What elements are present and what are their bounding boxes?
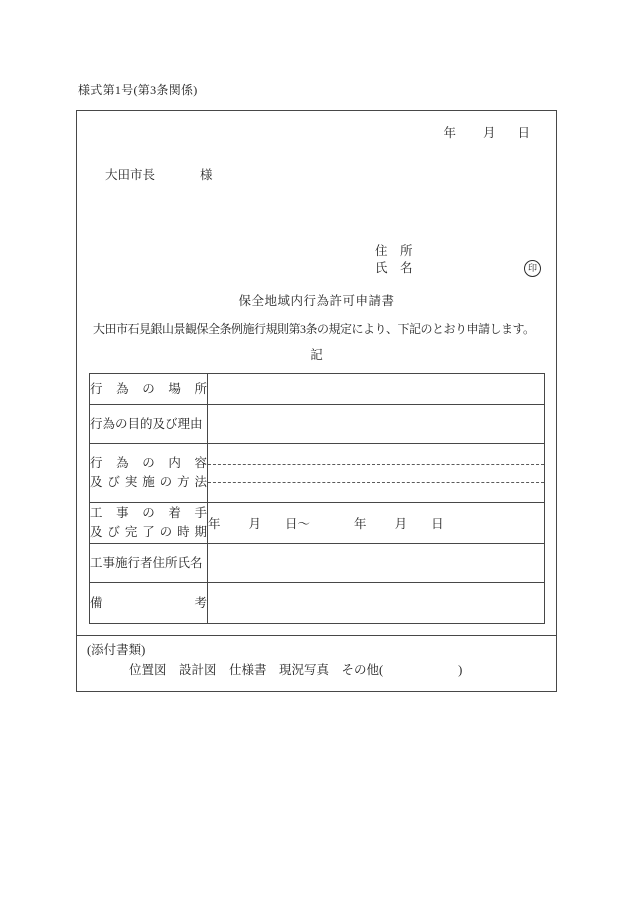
row-label-purpose: 行為の目的及び理由	[90, 416, 203, 431]
form-number-label: 様式第1号(第3条関係)	[78, 83, 198, 97]
attachments-heading: (添付書類)	[87, 643, 146, 657]
table-row-purpose	[90, 405, 545, 444]
table-row-period	[90, 503, 545, 544]
period-start-month-label: 月	[248, 517, 262, 531]
addressee-honorific: 様	[200, 168, 213, 182]
row-value-content	[208, 444, 545, 503]
table-row-contractor	[90, 544, 545, 583]
row-value-period	[208, 503, 545, 544]
date-month-label: 月	[482, 126, 496, 140]
attachments-list: 位置図 設計図 仕様書 現況写真 その他( )	[129, 663, 463, 677]
note-marker: 記	[310, 348, 323, 362]
table-row-remarks	[90, 583, 545, 624]
addressee-line	[105, 165, 213, 183]
attachments-section	[87, 642, 546, 678]
row-label-period-line1: 工 事 の 着 手	[90, 506, 207, 520]
period-end-month-label: 月	[394, 517, 408, 531]
address-label: 住 所	[375, 244, 413, 258]
date-day-label: 日	[517, 126, 530, 140]
row-label-content-line2: 及 び 実 施 の 方 法	[90, 475, 207, 489]
row-label-content-line1: 行 為 の 内 容	[90, 456, 207, 470]
period-end-year-label: 年	[354, 517, 367, 531]
applicant-block	[375, 243, 541, 277]
row-label-contractor: 工事施行者住所氏名	[90, 555, 203, 570]
period-start-year-label: 年	[208, 517, 221, 531]
application-body-text: 大田市石見銀山景観保全条例施行規則第3条の規定により、下記のとおり申請します。	[93, 322, 535, 336]
applicant-address-row	[375, 243, 541, 260]
addressee-name: 大田市長	[105, 168, 156, 182]
row-value-remarks	[208, 583, 545, 624]
row-label-place: 行 為 の 場 所	[90, 381, 207, 396]
date-line	[443, 123, 530, 141]
applicant-name-row	[375, 260, 541, 277]
row-value-purpose	[208, 405, 545, 444]
dashed-placeholder-line	[208, 482, 544, 483]
seal-mark-icon: 印	[524, 260, 541, 277]
table-row-content	[90, 444, 545, 503]
form-border-box	[76, 110, 557, 692]
row-label-remarks: 備 考	[90, 595, 207, 610]
row-value-place	[208, 374, 545, 405]
name-label: 氏 名	[375, 261, 413, 275]
table-row-place	[90, 374, 545, 405]
period-start-day-label: 日～	[285, 517, 311, 531]
row-label-period-line2: 及 び 完 了 の 時 期	[90, 525, 207, 539]
dashed-placeholder-line	[208, 464, 544, 465]
row-value-contractor	[208, 544, 545, 583]
separator-line	[77, 635, 556, 636]
date-year-label: 年	[443, 126, 456, 140]
application-table	[89, 373, 545, 624]
period-end-day-label: 日	[431, 517, 444, 531]
document-title: 保全地域内行為許可申請書	[238, 294, 395, 308]
